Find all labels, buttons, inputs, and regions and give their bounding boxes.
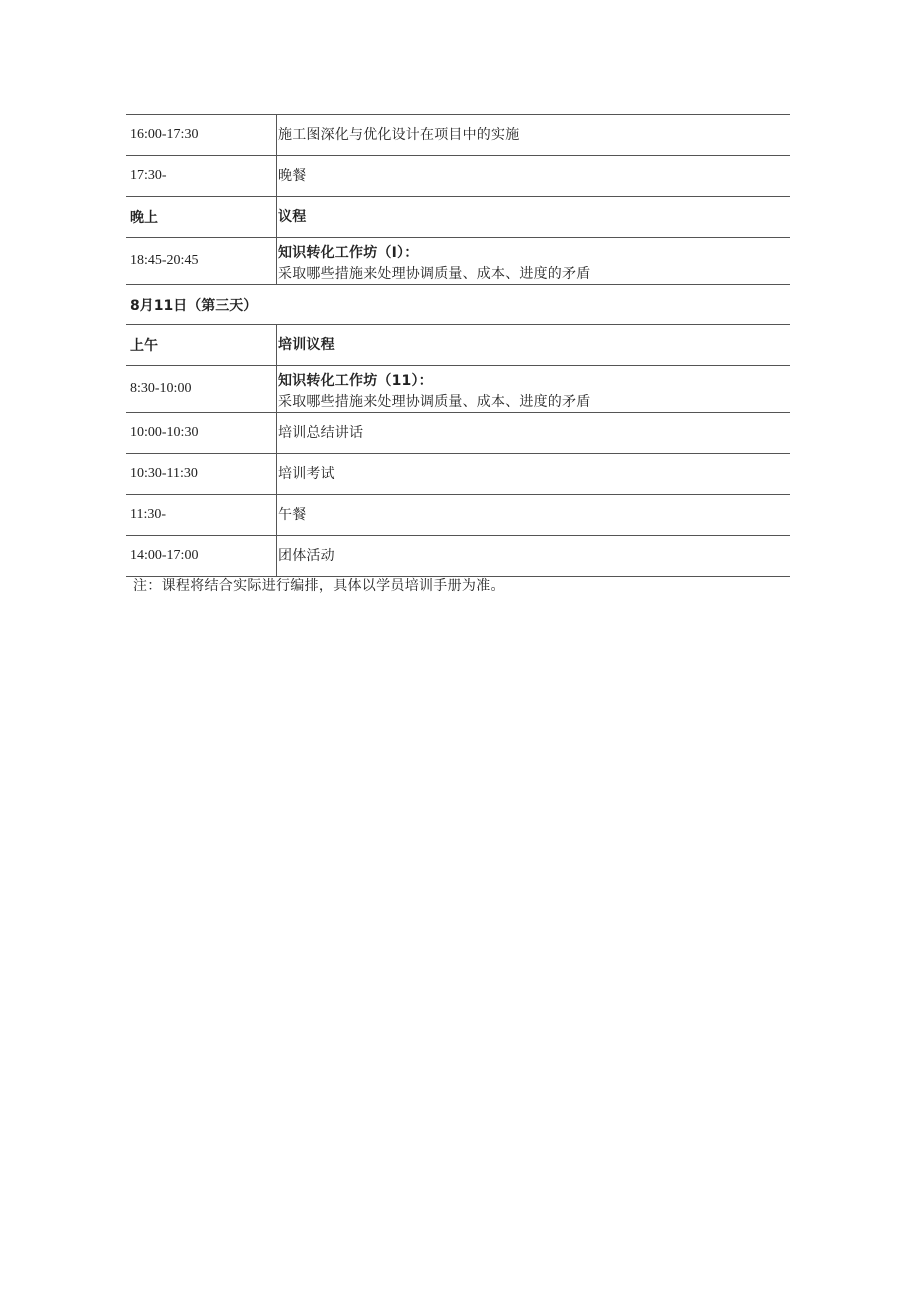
column-divider	[276, 454, 277, 494]
schedule-table	[126, 114, 790, 577]
workshop-title: 知识转化工作坊（I）：	[278, 245, 419, 262]
agenda-header: 议程	[278, 208, 307, 225]
table-row-header	[126, 325, 790, 366]
column-divider	[276, 238, 277, 284]
period-label: 晚上	[130, 210, 158, 226]
column-divider	[276, 115, 277, 155]
content-cell	[276, 371, 590, 412]
time-cell: 10:30-11:30	[130, 466, 198, 481]
table-row	[126, 413, 790, 454]
time-cell: 17:30-	[130, 168, 167, 183]
table-row	[126, 238, 790, 285]
content-cell	[276, 243, 590, 284]
table-row	[126, 156, 790, 197]
time-cell: 14:00-17:00	[130, 548, 199, 563]
time-cell: 10:00-10:30	[130, 425, 199, 440]
column-divider	[276, 536, 277, 576]
column-divider	[276, 413, 277, 453]
content-cell: 午餐	[278, 506, 307, 523]
time-cell: 16:00-17:30	[130, 127, 199, 142]
time-cell: 11:30-	[130, 507, 167, 522]
table-row	[126, 536, 790, 577]
time-cell: 8:30-10:00	[130, 381, 192, 396]
time-cell: 18:45-20:45	[130, 253, 199, 268]
workshop-title: 知识转化工作坊（11）：	[278, 373, 433, 390]
workshop-description: 采取哪些措施来处理协调质量、成本、进度的矛盾	[278, 393, 591, 410]
footnote: 注：课程将结合实际进行编排，具体以学员培训手册为准。	[133, 578, 505, 594]
table-row	[126, 115, 790, 156]
agenda-header: 培训议程	[278, 336, 335, 353]
column-divider	[276, 156, 277, 196]
content-cell: 晚餐	[278, 167, 307, 184]
content-cell: 施工图深化与优化设计在项目中的实施	[278, 126, 520, 143]
day-heading: 8月11日（第三天）	[126, 285, 790, 325]
workshop-description: 采取哪些措施来处理协调质量、成本、进度的矛盾	[278, 265, 591, 282]
table-row-header	[126, 197, 790, 238]
column-divider	[276, 197, 277, 237]
column-divider	[276, 325, 277, 365]
table-row	[126, 454, 790, 495]
table-row	[126, 366, 790, 413]
period-label: 上午	[130, 338, 158, 354]
table-row	[126, 495, 790, 536]
content-cell: 团体活动	[278, 547, 335, 564]
content-cell: 培训考试	[278, 465, 335, 482]
column-divider	[276, 366, 277, 412]
content-cell: 培训总结讲话	[278, 424, 364, 441]
column-divider	[276, 495, 277, 535]
